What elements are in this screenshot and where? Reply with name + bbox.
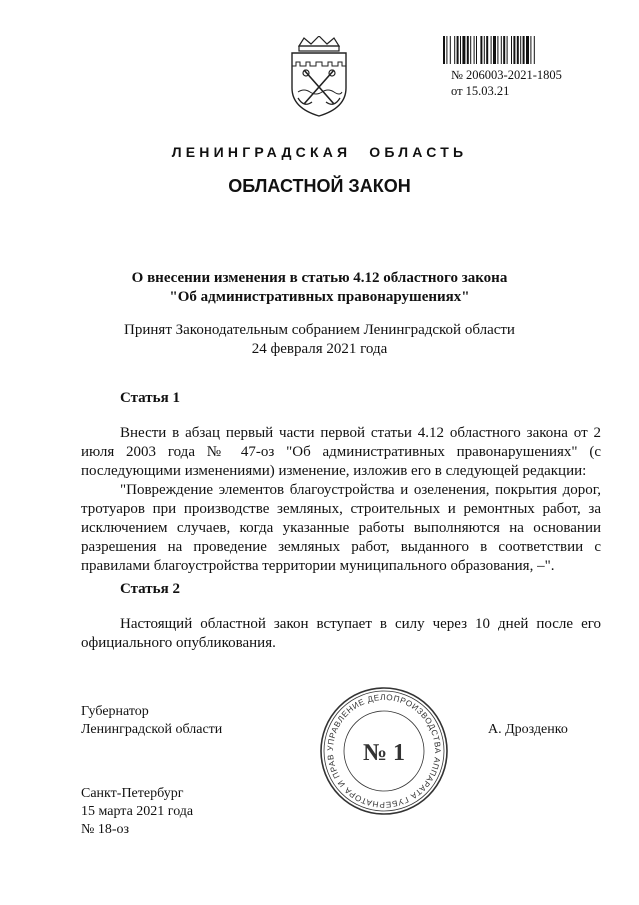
stamp-number: № 1 bbox=[362, 740, 406, 766]
article-2-heading: Статья 2 bbox=[120, 581, 180, 597]
adoption-line-2: 24 февраля 2021 года bbox=[251, 341, 388, 357]
article-2-body bbox=[81, 615, 601, 653]
article-1-body bbox=[81, 424, 601, 576]
document-type-heading: ОБЛАСТНОЙ ЗАКОН bbox=[228, 176, 411, 196]
article-2-paragraph-1: Настоящий областной закон вступает в силу через 10 дней после его официального опубликования. bbox=[81, 616, 601, 651]
registration-number: № 206003-2021-1805 bbox=[451, 68, 562, 82]
adoption-line-1: Принят Законодательным собранием Ленинградской области bbox=[124, 322, 515, 338]
law-number: № 18-оз bbox=[81, 822, 130, 837]
adoption-note bbox=[0, 321, 639, 359]
region-word-2: ОБЛАСТЬ bbox=[369, 144, 468, 160]
article-1-paragraph-1: Внести в абзац первый части первой статьи 4.12 областного закона от 2 июля 2003 года № 47-оз "Об административных правонарушениях" (с последующими изменениями) изменение, изложив его в следующей редакции: bbox=[81, 425, 601, 479]
signing-city: Санкт-Петербург bbox=[81, 786, 184, 801]
official-stamp bbox=[318, 685, 450, 817]
registration-date: от 15.03.21 bbox=[451, 84, 510, 98]
law-title bbox=[0, 269, 639, 307]
signatory-position bbox=[81, 703, 222, 739]
signatory-name: А. Дрозденко bbox=[488, 722, 568, 737]
document-footer bbox=[81, 785, 193, 839]
coat-of-arms-emblem bbox=[284, 36, 354, 118]
signatory-position-line-2: Ленинградской области bbox=[81, 722, 223, 737]
signatory-position-line-1: Губернатор bbox=[81, 704, 149, 719]
article-1-heading: Статья 1 bbox=[120, 390, 180, 406]
article-1-paragraph-2: "Повреждение элементов благоустройства и озеленения, покрытия дорог, тротуаров при производстве земляных, строительных и ремонтных работ, за исключением случаев, когда указанные работы выполняются на основании разрешения на проведение земляных работ, выданного в соответствии с правилами благоустройства территории муниципального образования, –". bbox=[81, 482, 601, 574]
signing-date: 15 марта 2021 года bbox=[81, 804, 194, 819]
region-word-1: ЛЕНИНГРАДСКАЯ bbox=[171, 144, 352, 160]
stamp-outer-text: УПРАВЛЕНИЕ ДЕЛОПРОИЗВОДСТВА АППАРАТА ГУБЕРНАТОРА И ПРАВ bbox=[325, 692, 443, 810]
region-heading bbox=[0, 144, 639, 160]
barcode bbox=[443, 36, 567, 64]
law-title-line-2: "Об административных правонарушениях" bbox=[169, 289, 470, 305]
law-title-line-1: О внесении изменения в статью 4.12 областного закона bbox=[131, 270, 508, 286]
